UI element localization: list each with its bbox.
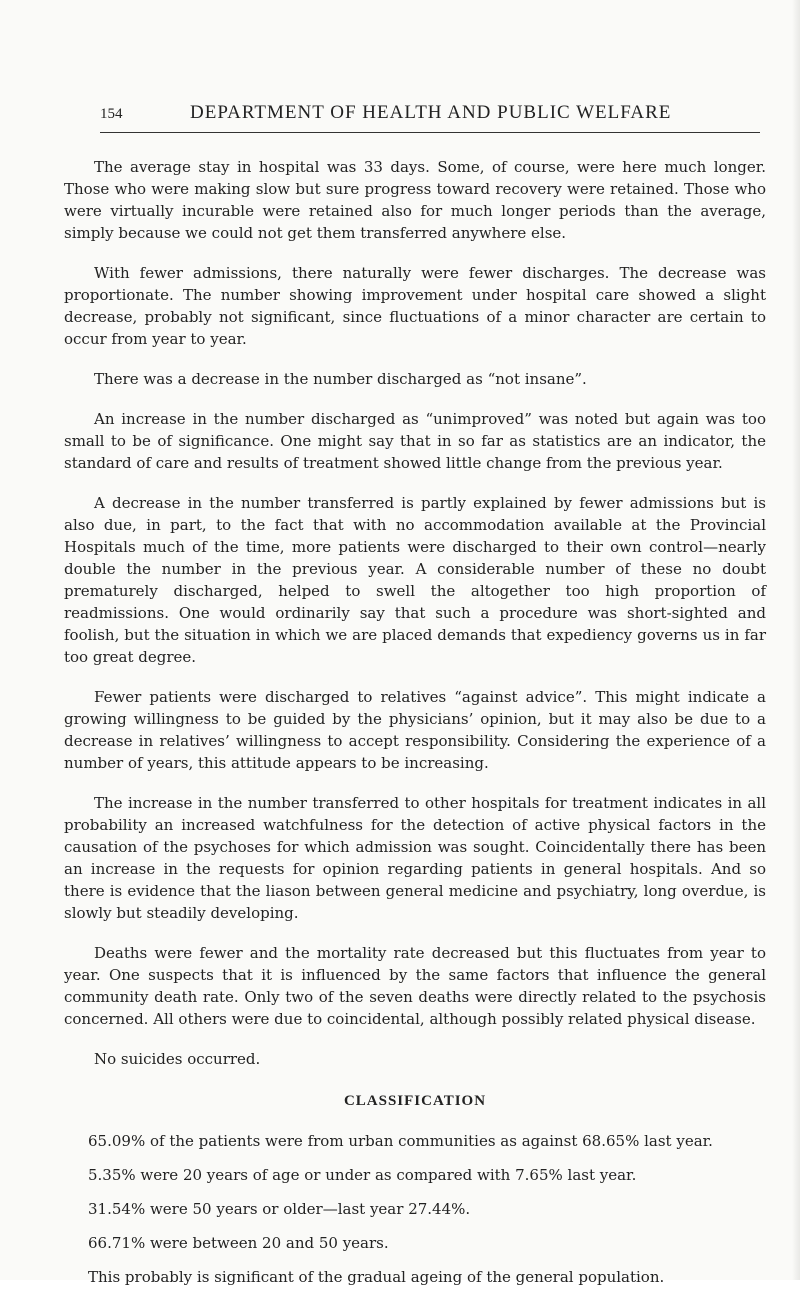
running-head-title: DEPARTMENT OF HEALTH AND PUBLIC WELFARE <box>190 102 672 123</box>
classification-heading: CLASSIFICATION <box>343 1093 487 1109</box>
paragraph-no-suicides: No suicides occurred. <box>94 1050 261 1068</box>
paragraph-transferred: A decrease in the number transferred is partly explained by fewer admissions but is also due, in part, to the fact that with no accommodation available at the Provincial Hospitals much of the time, more patients were discharged to their own control—nearly double the number in the previous year. A considerable number of these no doubt prematurely discharged, helped to swell the altogether too high proportion of readmissions. One would ordinarily say that such a procedure was short-sighted and foolish, but the situation in which we are placed demands that expediency governs us in far too great degree. <box>64 494 766 666</box>
classification-line: 66.71% were between 20 and 50 years. <box>88 1234 389 1252</box>
page-header <box>100 100 760 133</box>
paragraph-discharges: With fewer admissions, there naturally were fewer discharges. The decrease was proportionate. The number showing improvement under hospital care showed a slight decrease, probably not significant, since fluctuations of a minor character are certain to occur from year to year. <box>64 264 766 348</box>
classification-line: This probably is significant of the gradual ageing of the general population. <box>88 1268 665 1286</box>
scan-edge-shadow <box>792 0 800 1280</box>
page-number: 154 <box>100 106 123 122</box>
paragraph-other-hospitals: The increase in the number transferred to other hospitals for treatment indicates in all probability an increased watchfulness for the detection of active physical factors in the causation of the psychoses for which admission was sought. Coincidentally there has been an increase in the requests for opinion regarding patients in general hospitals. And so there is evidence that the liason between general medicine and psychiatry, long overdue, is slowly but steadily developing. <box>64 794 766 922</box>
paragraph-against-advice: Fewer patients were discharged to relatives “against advice”. This might indicate a growing willingness to be guided by the physicians’ opinion, but it may also be due to a decrease in relatives’ willingness to accept responsibility. Considering the experience of a number of years, this attitude appears to be increasing. <box>64 688 766 772</box>
document-body <box>64 156 766 1300</box>
classification-line: 5.35% were 20 years of age or under as compared with 7.65% last year. <box>88 1166 637 1184</box>
paragraph-not-insane: There was a decrease in the number discharged as “not insane”. <box>94 370 587 388</box>
paragraph-unimproved: An increase in the number discharged as “unimproved” was noted but again was too small to be of significance. One might say that in so far as statistics are an indicator, the standard of care and results of treatment showed little change from the previous year. <box>64 410 766 472</box>
paragraph-average-stay: The average stay in hospital was 33 days. Some, of course, were here much longer. Those who were making slow but sure progress toward recovery were retained. Those who were virtually incurable were retained also for much longer periods than the average, simply because we could not get them transferred anywhere else. <box>64 158 766 242</box>
classification-line: 31.54% were 50 years or older—last year 27.44%. <box>88 1200 471 1218</box>
paragraph-deaths: Deaths were fewer and the mortality rate decreased but this fluctuates from year to year. One suspects that it is influenced by the same factors that influence the general community death rate. Only two of the seven deaths were directly related to the psychosis concerned. All others were due to coincidental, although possibly related physical disease. <box>64 944 766 1028</box>
classification-line: 65.09% of the patients were from urban communities as against 68.65% last year. <box>88 1132 713 1150</box>
